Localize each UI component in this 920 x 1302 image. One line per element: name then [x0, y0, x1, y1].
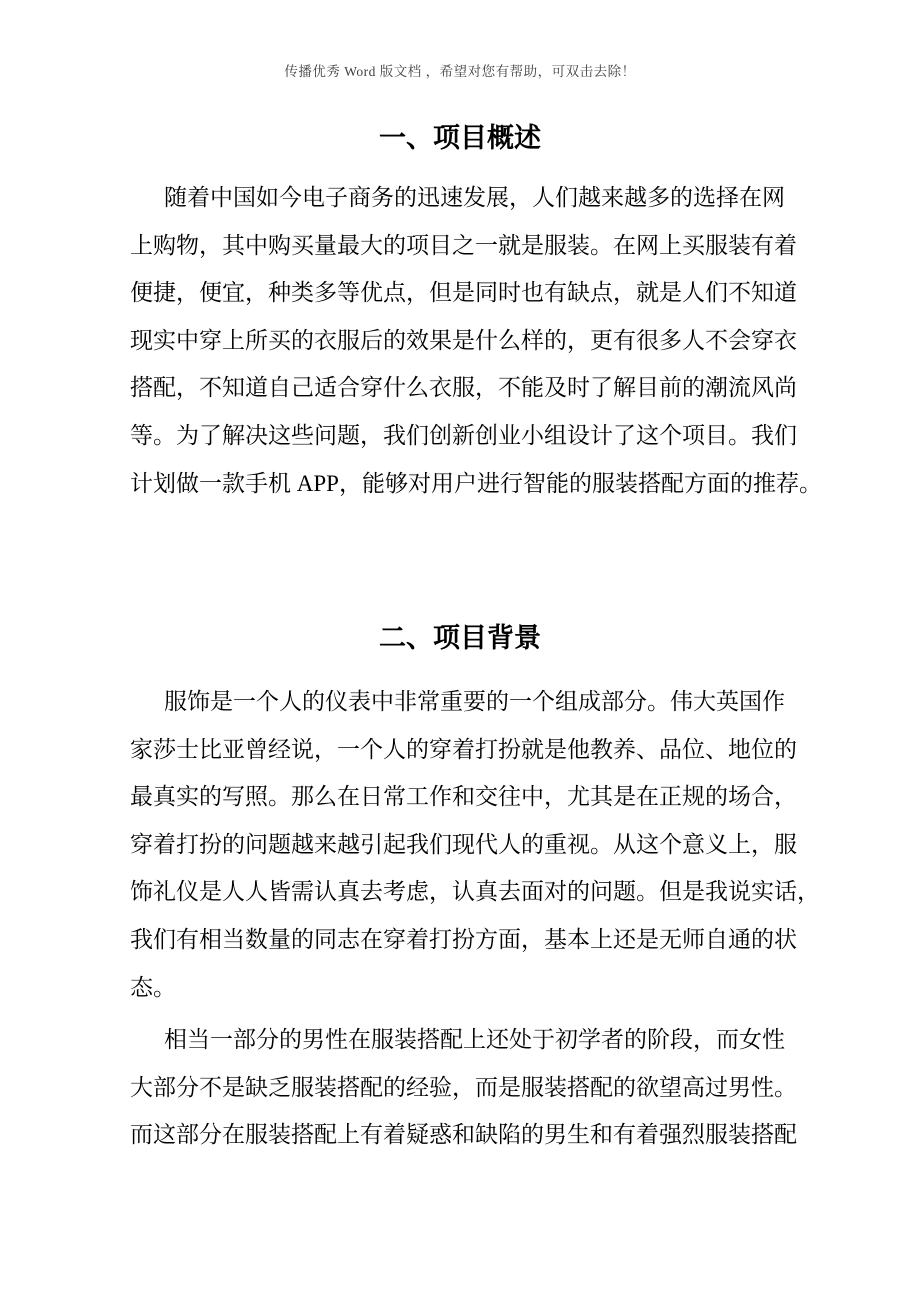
paragraph-line: 等。为了解决这些问题，我们创新创业小组设计了这个项目。我们 [130, 422, 797, 448]
paragraph-line: 计划做一款手机 APP，能够对用户进行智能的服装搭配方面的推荐。 [130, 470, 822, 496]
paragraph-line: 穿着打扮的问题越来越引起我们现代人的重视。从这个意义上，服 [130, 831, 797, 857]
paragraph-project-overview [130, 174, 830, 507]
paragraph-line: 我们有相当数量的同志在穿着打扮方面，基本上还是无师自通的状 [130, 926, 797, 952]
paragraph-line: 随着中国如今电子商务的迅速发展，人们越来越多的选择在网 [164, 185, 785, 210]
paragraph-line: 而这部分在服装搭配上有着疑惑和缺陷的男生和有着强烈服装搭配 [130, 1122, 797, 1148]
paragraph-line: 服饰是一个人的仪表中非常重要的一个组成部分。伟大英国作 [164, 689, 785, 714]
paragraph-line: 家莎士比亚曾经说，一个人的穿着打扮就是他教养、品位、地位的 [130, 736, 797, 762]
paragraph-line: 大部分不是缺乏服装搭配的经验，而是服装搭配的欲望高过男性。 [130, 1074, 797, 1100]
paragraph-line: 相当一部分的男性在服装搭配上还处于初学者的阶段，而女性 [164, 1027, 785, 1052]
paragraph-line: 最真实的写照。那么在日常工作和交往中，尤其是在正规的场合， [130, 784, 797, 810]
paragraph-line: 搭配，不知道自己适合穿什么衣服，不能及时了解目前的潮流风尚 [130, 375, 797, 401]
section-heading-project-overview: 一、项目概述 [379, 123, 541, 153]
paragraph-line: 上购物，其中购买量最大的项目之一就是服装。在网上买服装有着 [130, 232, 797, 258]
section-heading-project-background: 二、项目背景 [379, 623, 541, 653]
paragraph-line: 便捷，便宜，种类多等优点，但是同时也有缺点，就是人们不知道 [130, 280, 797, 306]
paragraph-line: 态。 [130, 974, 176, 1000]
header-note[interactable]: 传播优秀 Word 版文档 ，希望对您有帮助，可双击去除！ [284, 64, 636, 79]
paragraph-project-background-2 [130, 1016, 830, 1159]
paragraph-line: 现实中穿上所买的衣服后的效果是什么样的，更有很多人不会穿衣 [130, 327, 797, 353]
paragraph-project-background-1 [130, 678, 830, 1011]
paragraph-line: 饰礼仪是人人皆需认真去考虑，认真去面对的问题。但是我说实话， [130, 879, 820, 905]
